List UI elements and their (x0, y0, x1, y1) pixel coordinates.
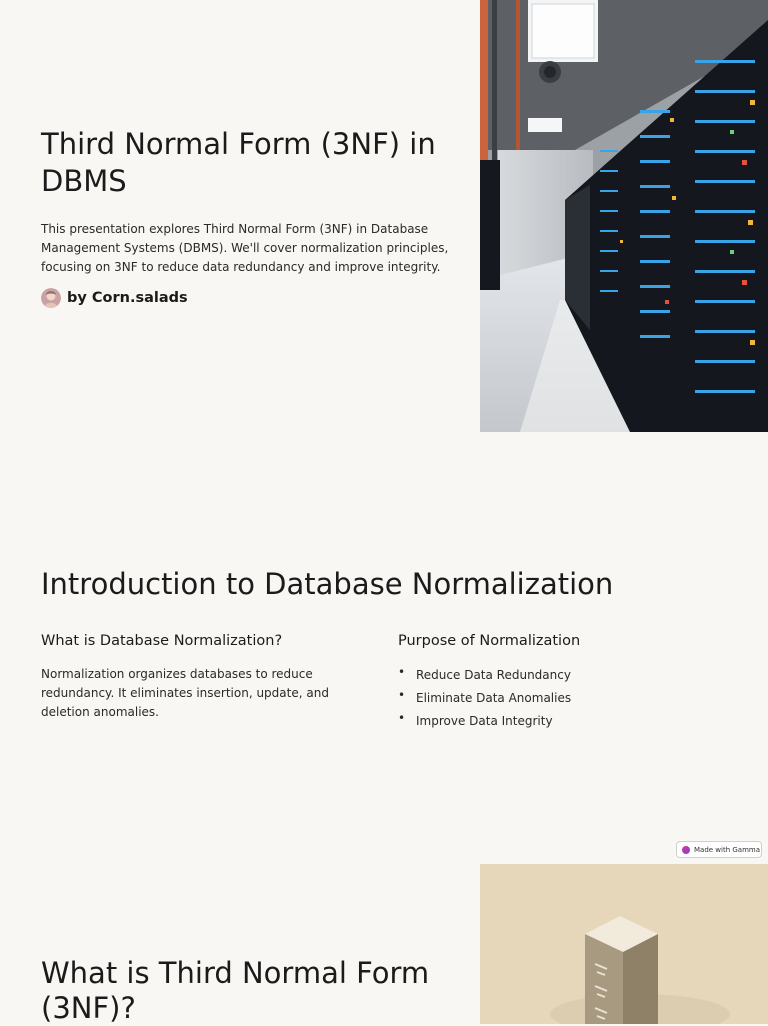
server-room-image (480, 0, 768, 432)
bullet-icon: • (398, 665, 406, 679)
presentation-description: This presentation explores Third Normal Form (3NF) in Database Management Systems (DBMS). We'll cover normalization principles, focusing on 3NF to reduce data redundancy and improve integrity. (41, 222, 449, 274)
presentation-title: Third Normal Form (3NF) in DBMS (41, 127, 436, 198)
server-tower-image (480, 864, 768, 1024)
made-with-gamma-badge[interactable] (676, 841, 762, 858)
list-item-label: Improve Data Integrity (416, 714, 553, 728)
bullet-icon: • (398, 711, 406, 725)
what-is-normalization-column (41, 632, 351, 722)
section-title-normalization: Introduction to Database Normalization (41, 567, 614, 601)
list-item (398, 687, 718, 710)
author-name: by Corn.salads (67, 290, 188, 306)
badge-label: Made with Gamma (694, 845, 761, 854)
list-item-label: Reduce Data Redundancy (416, 668, 571, 682)
gamma-logo-icon (682, 846, 690, 854)
bullet-icon: • (398, 688, 406, 702)
what-is-normalization-heading: What is Database Normalization? (41, 633, 283, 649)
list-item-label: Eliminate Data Anomalies (416, 691, 572, 705)
section-title-3nf: What is Third Normal Form (3NF)? (41, 956, 430, 1025)
purpose-heading: Purpose of Normalization (398, 633, 581, 649)
author-byline[interactable] (41, 288, 188, 308)
purpose-of-normalization-column (398, 632, 718, 733)
what-is-normalization-text: Normalization organizes databases to reduce redundancy. It eliminates insertion, update, and deletion anomalies. (41, 667, 329, 719)
list-item (398, 664, 718, 687)
avatar (41, 288, 61, 308)
purpose-list (398, 664, 718, 733)
list-item (398, 710, 718, 733)
